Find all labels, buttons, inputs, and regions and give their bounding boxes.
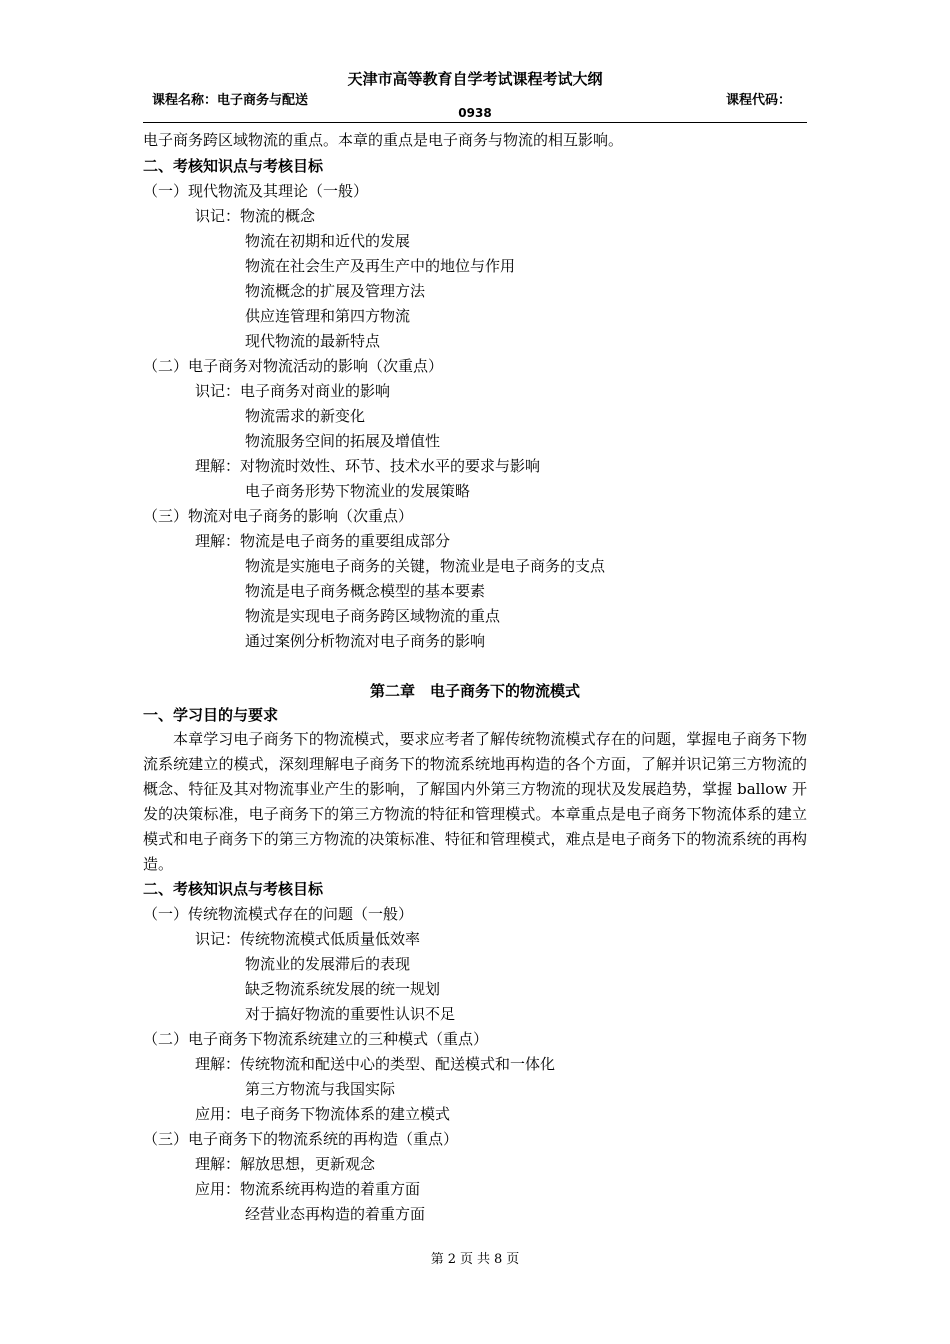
list-item: （一）现代物流及其理论（一般） — [143, 182, 369, 200]
list-item: 第三方物流与我国实际 — [245, 1080, 396, 1098]
list-item: 缺乏物流系统发展的统一规划 — [245, 980, 441, 998]
list-item: 通过案例分析物流对电子商务的影响 — [245, 632, 486, 650]
list-item: 物流是电子商务概念模型的基本要素 — [245, 582, 486, 600]
footer-ye2: 页 — [506, 1252, 520, 1267]
page-footer — [0, 1248, 950, 1267]
section-heading: 二、考核知识点与考核目标 — [143, 157, 324, 175]
list-item: 物流在社会生产及再生产中的地位与作用 — [245, 257, 516, 275]
list-item: 对于搞好物流的重要性认识不足 — [245, 1005, 456, 1023]
section-heading: 一、学习目的与要求 — [143, 706, 279, 724]
list-item: 理解：传统物流和配送中心的类型、配送模式和一体化 — [195, 1055, 556, 1073]
list-item: 物流是实现电子商务跨区域物流的重点 — [245, 607, 501, 625]
chapter-paragraph — [143, 727, 807, 877]
list-item: （一）传统物流模式存在的问题（一般） — [143, 905, 414, 923]
list-item: 理解：物流是电子商务的重要组成部分 — [195, 532, 451, 550]
list-item: 物流服务空间的拓展及增值性 — [245, 432, 441, 450]
total-pages: 8 — [494, 1252, 503, 1267]
list-item: 供应连管理和第四方物流 — [245, 307, 411, 325]
footer-di: 第 — [430, 1252, 444, 1267]
continued-text: 电子商务跨区域物流的重点。本章的重点是电子商务与物流的相互影响。 — [143, 131, 624, 149]
list-item: （二）电子商务下物流系统建立的三种模式（重点） — [143, 1030, 489, 1048]
section-heading: 二、考核知识点与考核目标 — [143, 880, 324, 898]
course-code-label: 课程代码： — [726, 93, 792, 108]
list-item: 识记：电子商务对商业的影响 — [195, 382, 391, 400]
list-item: 物流是实施电子商务的关键，物流业是电子商务的支点 — [245, 557, 606, 575]
chapter-title: 第二章 电子商务下的物流模式 — [369, 682, 580, 700]
list-item: 理解：解放思想，更新观念 — [195, 1155, 376, 1173]
page-number: 2 — [447, 1252, 456, 1267]
course-name: 课程名称：电子商务与配送 — [152, 93, 309, 108]
list-item: 电子商务形势下物流业的发展策略 — [245, 482, 471, 500]
list-item: 物流需求的新变化 — [245, 407, 366, 425]
list-item: 应用：物流系统再构造的着重方面 — [195, 1180, 421, 1198]
header-divider — [143, 122, 807, 123]
list-item: 现代物流的最新特点 — [245, 332, 381, 350]
footer-ye: 页 — [459, 1252, 473, 1267]
list-item: （三）电子商务下的物流系统的再构造（重点） — [143, 1130, 459, 1148]
document-title: 天津市高等教育自学考试课程考试大纲 — [347, 70, 603, 88]
list-item: 理解：对物流时效性、环节、技术水平的要求与影响 — [195, 457, 541, 475]
list-item: 识记：物流的概念 — [195, 207, 316, 225]
list-item: 经营业态再构造的着重方面 — [245, 1205, 426, 1223]
list-item: 物流业的发展滞后的表现 — [245, 955, 411, 973]
list-item: 识记：传统物流模式低质量低效率 — [195, 930, 421, 948]
list-item: 物流概念的扩展及管理方法 — [245, 282, 426, 300]
list-item: 应用：电子商务下物流体系的建立模式 — [195, 1105, 451, 1123]
list-item: 物流在初期和近代的发展 — [245, 232, 411, 250]
course-code: 0938 — [458, 106, 492, 120]
paragraph-text: 本章学习电子商务下的物流模式，要求应考者了解传统物流模式存在的问题，掌握电子商务下物流系统建立的模式，深刻理解电子商务下的物流系统地再构造的各个方面，了解并识记第三方物流的概念、特征及其对物流事业产生的影响，了解国内外第三方物流的现状及发展趋势，掌握 ballow 开发的决策标准，电子商务下的第三方物流的特征和管理模式。本章重点是电子商务下物流体系的建立模式和电子商务下的第三方物流的决策标准、特征和管理模式，难点是电子商务下的物流系统的再构造。 — [143, 730, 807, 873]
footer-gong: 共 — [477, 1252, 491, 1267]
list-item: （三）物流对电子商务的影响（次重点） — [143, 507, 414, 525]
list-item: （二）电子商务对物流活动的影响（次重点） — [143, 357, 444, 375]
